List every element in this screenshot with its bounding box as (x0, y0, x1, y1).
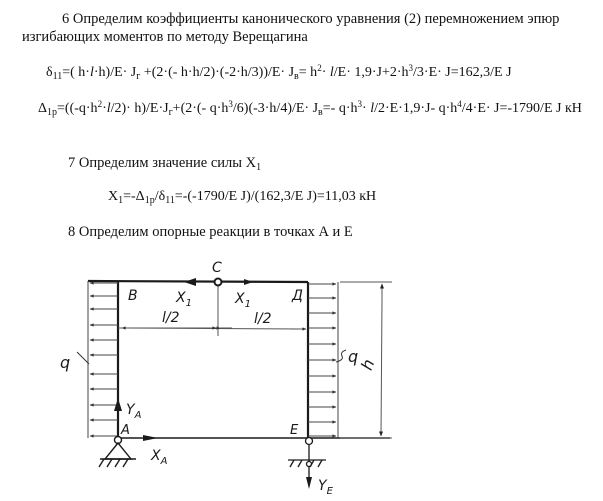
delta-symbol: δ (46, 65, 53, 80)
hinge-c (215, 279, 222, 286)
subscript: 11 (52, 71, 63, 82)
formula-part: =-(-1790/E J)/(162,3/E J)=11,03 кН (174, 189, 377, 204)
formula-var-l: l (106, 101, 111, 116)
label-h: h (356, 356, 379, 373)
formula-part: +(2·(- h·h/2)·(-2·h/3))/E· J (140, 65, 295, 80)
label-b: B (128, 288, 138, 304)
heading-text: 7 Определим значение силы X (68, 155, 257, 171)
formula-part: · (321, 65, 330, 80)
formula-part: =( h· (62, 65, 90, 80)
superscript: 3 (408, 63, 414, 73)
section8-heading: 8 Определим опорные реакции в точках А и Е (68, 224, 353, 240)
formula-part: /2·E·1,9·J- q·h (374, 101, 458, 116)
formula-part: · (362, 101, 371, 116)
x1-left-arrowhead (184, 278, 196, 286)
subscript: г (168, 107, 173, 118)
subscript: в (294, 71, 299, 82)
label-l-half-right: l/2 (254, 311, 272, 327)
formula-part: /6)(-3·h/4)/E· J (232, 101, 319, 116)
label-ya: $Y_A$ (126, 402, 142, 421)
label-x1-right: $X_1$ (235, 291, 251, 310)
formula-part: =((-q·h (57, 101, 98, 116)
formula-part: /3·E· J=162,3/E J (413, 65, 512, 80)
subscript: в (318, 107, 323, 118)
formula-var-l: l (329, 65, 334, 80)
label-d: Д (292, 288, 303, 304)
support-e (288, 438, 326, 481)
section6-heading-line2: изгибающих моментов по методу Верещагина (22, 29, 308, 45)
q-left-leader (77, 352, 89, 364)
subscript: 1 (256, 162, 262, 173)
formula-part: /4·E· J=-1790/E J кН (461, 101, 582, 116)
delta-symbol: Δ (38, 101, 48, 116)
formula-part: /E· 1,9·J+2·h (333, 65, 409, 80)
subscript: 1p (47, 107, 58, 118)
subscript: 11 (165, 195, 175, 206)
label-a: A (121, 423, 130, 438)
formula-part: =-Δ (123, 189, 145, 204)
left-distributed-load (88, 281, 118, 438)
superscript: 2 (317, 63, 322, 73)
superscript: 4 (457, 99, 462, 109)
subscript: г (136, 71, 141, 82)
label-l-half-left: l/2 (162, 310, 180, 326)
superscript: 3 (228, 99, 233, 109)
subscript: 1p (144, 195, 155, 206)
formula-part: /2)· h)/E·J (110, 101, 169, 116)
label-ye: $Y_E$ (318, 478, 333, 497)
formula-var-l: l (89, 65, 94, 80)
reaction-ye (306, 477, 312, 489)
label-e: E (290, 423, 299, 438)
subscript: 1 (118, 195, 124, 206)
formula-part: +(2·(- q·h (172, 101, 229, 116)
label-c: C (212, 260, 222, 276)
label-x1-left: $X_1$ (176, 290, 192, 309)
right-distributed-load (308, 282, 338, 438)
superscript: 2 (97, 99, 103, 109)
label-q-left: q (60, 353, 71, 372)
formula-part: =- q·h (322, 101, 358, 116)
label-xa: $X_A$ (151, 448, 168, 467)
l-half-dimension (118, 328, 306, 329)
x1-right-arrowhead (244, 279, 253, 285)
formula-part: /δ (154, 189, 166, 204)
formula-part: · (102, 101, 107, 116)
formula-part: = h (298, 65, 318, 80)
reaction-xa (143, 435, 158, 441)
top-beam (88, 281, 308, 282)
support-a (99, 437, 136, 468)
superscript: 3 (357, 99, 363, 109)
formula-part: ·h)/E· J (93, 65, 137, 80)
label-q-right: q (348, 347, 359, 366)
section6-heading-line1: 6 Определим коэффициенты канонического уравнения (2) перемножением эпюр (62, 11, 560, 27)
formula-var-l: l (370, 101, 375, 116)
formula-part: X (108, 189, 119, 204)
